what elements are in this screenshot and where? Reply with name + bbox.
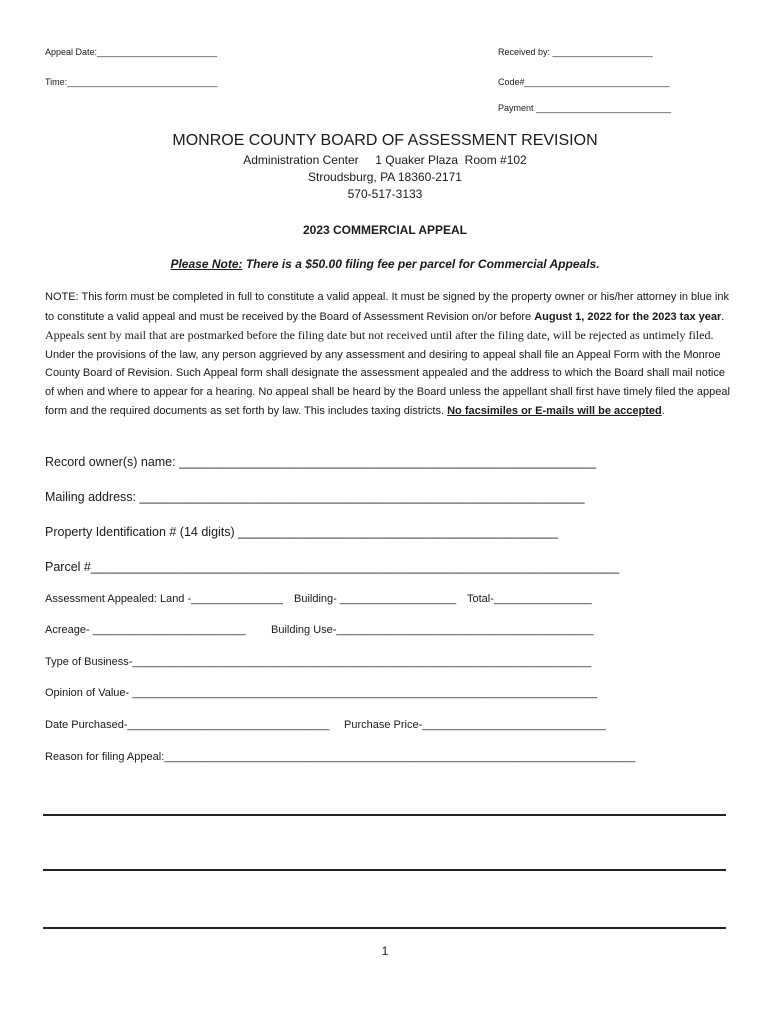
code-field[interactable]: Code#_____________________________ (498, 77, 670, 87)
date-purchased-field[interactable]: Date Purchased-_________________________________ (45, 719, 330, 731)
parcel-field[interactable]: Parcel #____________________________________________________________________________ (45, 560, 620, 574)
notice-part-1: NOTE: This form must be completed in full to constitute a valid appeal. It must be signed by the property owner or his/her attorney in blue ink to constitute a valid appeal and must be received by the Board of Assessment Revision on/or before (45, 291, 729, 323)
opinion-of-value-field[interactable]: Opinion of Value- ____________________________________________________________________________ (45, 687, 598, 699)
mailing-address-field[interactable]: Mailing address: ________________________________________________________________ (45, 490, 585, 504)
notice-part-3: Under the provisions of the law, any person aggrieved by any assessment and desiring to appeal shall file an Appeal Form with the Monroe County Board of Revision. Such Appeal form shall designate the assessment appealed and the address to which the Board shall mail notice of when and where to appear for a hearing. No appeal shall be heard by the Board unless the appellant shall first have timely filed the appeal form and the required documents as set forth by law. This includes taxing districts. (45, 348, 730, 417)
appeal-date-field[interactable]: Appeal Date:________________________ (45, 47, 218, 57)
appeal-title: 2023 COMMERCIAL APPEAL (302, 223, 468, 237)
payment-field[interactable]: Payment ___________________________ (498, 103, 672, 113)
filing-fee-text: There is a $50.00 filing fee per parcel for Commercial Appeals. (242, 257, 600, 271)
deadline-text: August 1, 2022 for the 2023 tax year (534, 310, 722, 323)
received-by-field[interactable]: Received by: ____________________ (498, 47, 653, 57)
type-of-business-field[interactable]: Type of Business-___________________________________________________________________________ (45, 656, 592, 668)
filing-fee-note (0, 257, 770, 271)
notice-part-2: . Appeals sent by mail that are postmarked before the filing date but not received until after the filing date, will be rejected as untimely filed. (45, 308, 725, 343)
address-line-2: Stroudsburg, PA 18360-2171 (308, 170, 462, 184)
no-fax-text: No facsimiles or E-mails will be accepted (447, 404, 662, 417)
record-owner-field[interactable]: Record owner(s) name: ____________________________________________________________ (45, 455, 597, 469)
purchase-price-field[interactable]: Purchase Price-______________________________ (344, 719, 606, 731)
writing-line-1[interactable] (43, 814, 726, 816)
writing-line-2[interactable] (43, 869, 726, 871)
assessment-land-field[interactable]: Assessment Appealed: Land -_______________ (45, 593, 283, 605)
total-field[interactable]: Total-________________ (467, 593, 592, 605)
building-use-field[interactable]: Building Use-__________________________________________ (271, 624, 594, 636)
phone-number: 570-517-3133 (347, 187, 423, 201)
reason-field[interactable]: Reason for filing Appeal:_____________________________________________________________________________ (45, 751, 636, 763)
board-title: MONROE COUNTY BOARD OF ASSESSMENT REVISION (172, 132, 598, 149)
time-field[interactable]: Time:______________________________ (45, 77, 218, 87)
building-field[interactable]: Building- ___________________ (294, 593, 457, 605)
writing-line-3[interactable] (43, 927, 726, 929)
property-id-field[interactable]: Property Identification # (14 digits) ______________________________________________ (45, 525, 558, 539)
acreage-field[interactable]: Acreage- _________________________ (45, 624, 246, 636)
please-note-label: Please Note: (170, 257, 243, 271)
notice-end: . (661, 404, 665, 417)
page-number: 1 (381, 944, 389, 958)
address-line-1: Administration Center 1 Quaker Plaza Room #102 (243, 153, 527, 167)
notice-paragraph (45, 288, 735, 420)
